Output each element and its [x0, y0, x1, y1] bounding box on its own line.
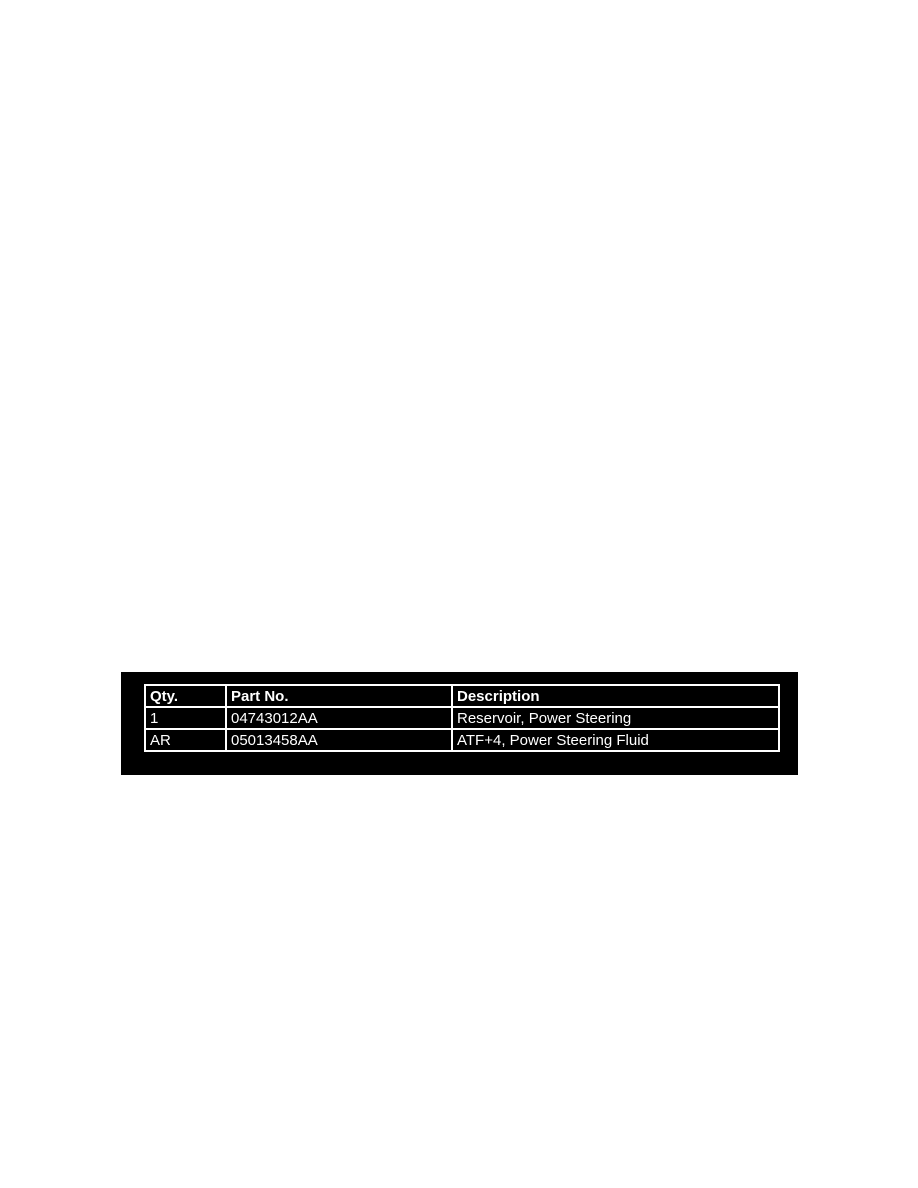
cell-qty: AR: [145, 729, 226, 751]
header-qty: Qty.: [145, 685, 226, 707]
header-part-no: Part No.: [226, 685, 452, 707]
header-description: Description: [452, 685, 779, 707]
cell-part-no: 05013458AA: [226, 729, 452, 751]
cell-description: ATF+4, Power Steering Fluid: [452, 729, 779, 751]
table-header-row: [145, 685, 779, 707]
cell-part-no: 04743012AA: [226, 707, 452, 729]
cell-description: Reservoir, Power Steering: [452, 707, 779, 729]
table-row: [145, 729, 779, 751]
table-row: [145, 707, 779, 729]
parts-table: [144, 684, 780, 752]
parts-table-image: [121, 672, 798, 775]
cell-qty: 1: [145, 707, 226, 729]
